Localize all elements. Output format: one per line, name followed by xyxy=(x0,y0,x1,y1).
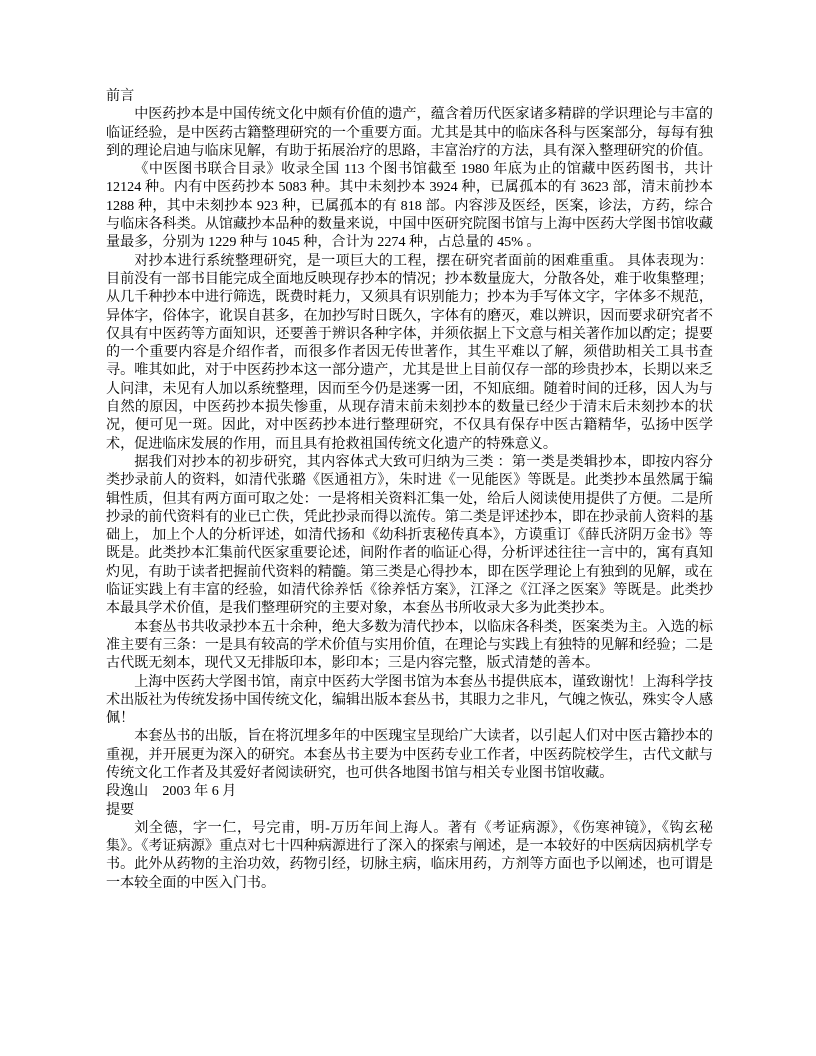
preface-paragraph-3: 对抄本进行系统整理研究，是一项巨大的工程，摆在研究者面前的困难重重。 具体表现为：目前没有一部书目能完成全面地反映现存抄本的情况；抄本数量庞大，分散各处，难于收集整理；从几千种抄本中进行筛选，既费时耗力，又须具有识别能力；抄本为手写体文字，字体多不规范，异体字，俗体字，讹误自甚多，在加抄写时日既久，字体有的磨灭，难以辨识，因而要求研究者不仅具有中医药等方面知识，还要善于辨识各种字体，并须依据上下文意与相关著作加以酌定；提要的一个重要内容是介绍作者，而很多作者因无传世著作，其生平难以了解，须借助相关工具书查寻。唯其如此，对于中医药抄本这一部分遗产，尤其是世上目前仅存一部的珍贵抄本，长期以来乏人问津，未见有人加以系统整理，因而至今仍是迷雾一团，不知底细。随着时间的迁移，因人为与自然的原因，中医药抄本损失惨重，从现存清末前未刻抄本的数量已经少于清末后未刻抄本的状况，便可见一斑。因此，对中医药抄本进行整理研究，不仅具有保存中医古籍精华，弘扬中医学术，促进临床发展的作用，而且具有抢救祖国传统文化遗产的特殊意义。 xyxy=(106,252,713,452)
abstract-heading: 提要 xyxy=(106,801,135,818)
preface-paragraph-6: 上海中医药大学图书馆，南京中医药大学图书馆为本套丛书提供底本，谨致谢忱！上海科学技术出版社为传统发扬中国传统文化，编辑出版本套丛书，其眼力之非凡，气魄之恢弘，殊实令人感佩！ xyxy=(106,673,713,727)
author-date-signature: 段逸山 2003 年 6 月 xyxy=(106,783,237,800)
preface-paragraph-4: 据我们对抄本的初步研究，其内容体式大致可归纳为三类 ：第一类是类辑抄本，即按内容分类抄录前人的资料，如清代张璐《医通祖方》，朱时进《一见能医》等既是。此类抄本虽然属于编辑性质，但其有两方面可取之处：一是将相关资料汇集一处，给后人阅读使用提供了方便。二是所抄录的前代资料有的业已亡佚，凭此抄录而得以流传。第二类是评述抄本，即在抄录前人资料的基础上， 加上个人的分析评述，如清代扬和《幼科折衷秘传真本》，方谟重订《薛氏济阴万金书》等既是。此类抄本汇集前代医家重要论述，间附作者的临证心得，分析评述往往一言中的，寓有真知灼见，有助于读者把握前代资料的精髓。第三类是心得抄本，即在医学理论上有独到的见解，或在临证实践上有丰富的经验，如清代徐养恬《徐养恬方案》，江泽之《江泽之医案》等既是。此类抄本最具学术价值，是我们整理研究的主要对象，本套丛书所收录大多为此类抄本。 xyxy=(106,453,713,617)
preface-paragraph-1: 中医药抄本是中国传统文化中颇有价值的遗产，蕴含着历代医家诸多精辟的学识理论与丰富的临证经验，是中医药古籍整理研究的一个重要方面。尤其是其中的临床各科与医案部分，每每有独到的理论启迪与临床见解，有助于拓展治疗的思路，丰富治疗的方法，具有深入整理研究的价值。 xyxy=(106,106,713,159)
preface-paragraph-5: 本套丛书共收录抄本五十余种，绝大多数为清代抄本，以临床各科类，医案类为主。入选的标准主要有三条：一是具有较高的学术价值与实用价值，在理论与实践上有独特的见解和经验；二是古代既无刻本，现代又无排版印本，影印本；三是内容完整，版式清楚的善本。 xyxy=(106,618,713,672)
preface-paragraph-7: 本套丛书的出版，旨在将沉埋多年的中医瑰宝呈现给广大读者，以引起人们对中医古籍抄本的重视，并开展更为深入的研究。本套丛书主要为中医药专业工作者，中医药院校学生，古代文献与传统文化工作者及其爱好者阅读研究，也可供各地图书馆与相关专业图书馆收藏。 xyxy=(106,728,713,781)
abstract-paragraph-1: 刘全德，字一仁，号完甫，明-万历年间上海人。著有《考证病源》，《伤寒神镜》，《钩玄秘集》。《考证病源》重点对七十四种病源进行了深入的探索与阐述，是一本较好的中医病因病机学专书。此外从药物的主治功效，药物引经，切脉主病，临床用药，方剂等方面也予以阐述，也可谓是一本较全面的中医入门书。 xyxy=(106,819,713,891)
preface-paragraph-2: 《中医图书联合目录》收录全国 113 个图书馆截至 1980 年底为止的馆藏中医药图书，共计 12124 种。内有中医药抄本 5083 种。其中未刻抄本 3924 种，已属孤本的有 3623 部，清末前抄本 1288 种，其中未刻抄本 923 种，已属孤本的有 818 部。内容涉及医经，医案，诊法，方药，综合与临床各科类。从馆藏抄本品种的数量来说，中国中医研究院图书馆与上海中医药大学图书馆收藏量最多，分别为 1229 种与 1045 种，合计为 2274 种，占总量的 45% 。 xyxy=(106,161,713,251)
preface-heading: 前言 xyxy=(106,88,135,104)
